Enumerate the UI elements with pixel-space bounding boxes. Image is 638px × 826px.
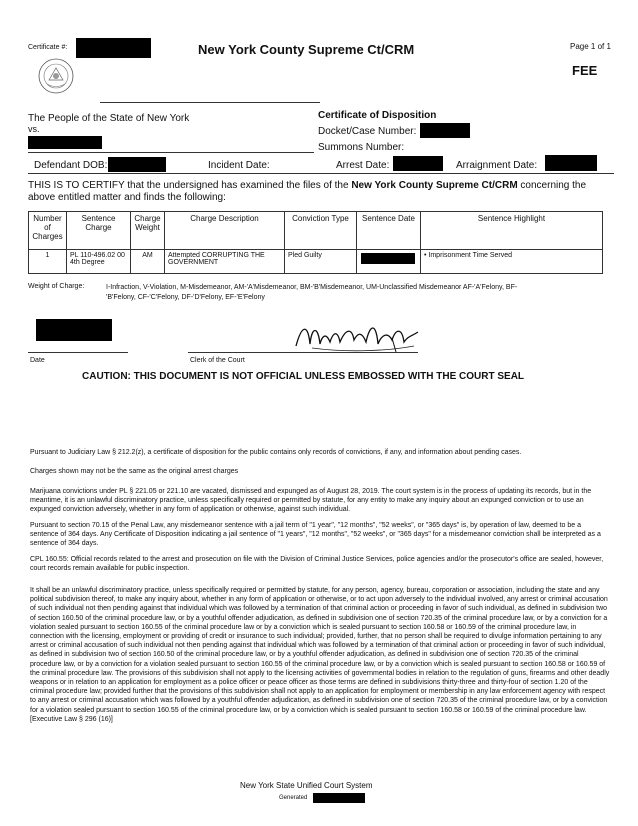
cell-charge-description: Attempted CORRUPTING THE GOVERNMENT: [165, 250, 285, 274]
cell-sentence-date: [357, 250, 421, 274]
redacted-generated-date: [313, 793, 365, 803]
arrest-date-label: Arrest Date:: [336, 160, 390, 171]
notice-paragraph-5: CPL 160.55: Official records related to the arrest and prosecution on file with the Division of Criminal Justice Services, police agencies and/or the prosecutor's office are sealed, however, court records remain available for public inspection.: [30, 556, 604, 573]
redacted-certificate-number: [76, 38, 151, 58]
fee-label: FEE: [572, 63, 598, 78]
notice-paragraph-2: Charges shown may not be the same as the original arrest charges: [30, 468, 239, 475]
certify-court: New York County Supreme Ct/CRM: [351, 180, 518, 191]
redacted-sentence-date: [361, 253, 415, 264]
parties-rule: [28, 152, 314, 153]
col-sentence-highlight: Sentence Highlight: [421, 212, 603, 250]
weight-label: Weight of Charge:: [28, 283, 85, 290]
header-rule: [100, 102, 320, 103]
summons-label: Summons Number:: [318, 142, 405, 153]
clerk-rule: [188, 352, 418, 353]
redacted-date: [36, 319, 112, 341]
col-number: Number of Charges: [29, 212, 67, 250]
col-charge-weight: Charge Weight: [131, 212, 165, 250]
caution-notice: CAUTION: THIS DOCUMENT IS NOT OFFICIAL UNLESS EMBOSSED WITH THE COURT SEAL: [82, 371, 525, 382]
col-charge-description: Charge Description: [165, 212, 285, 250]
redacted-arrest-date: [393, 156, 443, 171]
court-seal-icon: [38, 58, 74, 94]
certify-statement: THIS IS TO CERTIFY that the undersigned has examined the files of the New York County Supreme Ct/CRM concerning the above entitled matter and finds the following:: [28, 180, 587, 203]
disposition-title: Certificate of Disposition: [318, 110, 437, 121]
notice-paragraph-4: Pursuant to section 70.15 of the Penal Law, any misdemeanor sentence with a jail term of "1 year", "12 months", "52 weeks", or "365 days" is, by operation of law, deemed to be a sentence of 364 days. Any Certificate of Disposition indicating a jail sentence of "1 years", "12 months", "52 weeks", or "365 days" for a misdemeanor conviction shall be interpreted as a sentence of 364 days.: [30, 522, 601, 548]
page-number: Page 1 of 1: [570, 42, 611, 51]
clerk-signature: [292, 318, 422, 356]
incident-date-label: Incident Date:: [208, 160, 270, 171]
notice-paragraph-1: Pursuant to Judiciary Law § 212.2(z), a certificate of disposition for the public contains only records of convictions, if any, and information about pending cases.: [30, 449, 522, 456]
cell-sentence-charge: PL 110-496.02 00 4th Degree: [67, 250, 131, 274]
vs-label: vs.: [28, 124, 40, 134]
redacted-arraignment-date: [545, 155, 597, 171]
table-row: [29, 250, 603, 274]
date-label: Date: [30, 357, 45, 364]
col-sentence-date: Sentence Date: [357, 212, 421, 250]
charges-table: [28, 211, 603, 274]
dob-label: Defendant DOB:: [34, 160, 108, 171]
weight-legend: I-Infraction, V-Violation, M-Misdemeanor, AM-'A'Misdemeanor, BM-'B'Misdemeanor, UM-Unclassified Misdemeanor AF-'A'Felony, BF-'B'Felony, CF-'C'Felony, DF-'D'Felony, EF-'E'Felony: [106, 284, 518, 301]
footer-court: New York State Unified Court System: [240, 781, 373, 790]
date-rule: [28, 352, 128, 353]
cell-charge-weight: AM: [131, 250, 165, 274]
arraignment-date-label: Arraignment Date:: [456, 160, 538, 171]
table-header-row: [29, 212, 603, 250]
cell-conviction-type: Pled Guilty: [285, 250, 357, 274]
clerk-label: Clerk of the Court: [190, 357, 245, 364]
redacted-defendant-name: [28, 136, 102, 149]
docket-label: Docket/Case Number:: [318, 126, 417, 137]
notice-paragraph-3: Marijuana convictions under PL § 221.05 or 221.10 are vacated, dismissed and expunged as of August 28, 2019. The court system is in the process of updating its records, but in the meantime, it is an unlawful discriminatory practice, unless specifically required or permitted by statute, for any entity to make any inquiry about an expunged conviction or to use an expunged conviction adversely, whether in any form of application or otherwise, against such individual.: [30, 488, 592, 514]
redacted-docket-number: [420, 123, 470, 138]
page-title: New York County Supreme Ct/CRM: [198, 42, 415, 57]
cell-sentence-highlight: • Imprisonment Time Served: [421, 250, 603, 274]
col-sentence-charge: Sentence Charge: [67, 212, 131, 250]
certificate-number-label: Certificate #:: [28, 44, 68, 51]
col-conviction-type: Conviction Type: [285, 212, 357, 250]
people-label: The People of the State of New York: [28, 113, 190, 124]
redacted-dob: [108, 157, 166, 172]
footer-generated: Generated: [279, 795, 308, 801]
cell-number: 1: [29, 250, 67, 274]
notice-paragraph-6: It shall be an unlawful discriminatory practice, unless specifically required or permitted by statute, for any person, agency, bureau, corporation or association, including the state and any political subdivision thereof, to make any inquiry about, whether in any form of application or otherwise, or to act upon adversely to the individual involved, any arrest or criminal accusation of such individual not then pending against that individual which was followed by a termination of that criminal action or proceeding in favor of such individual, as defined in subdivision two of section 160.50 of the criminal procedure law, or by a youthful offender adjudication, as defined in subdivision one of section 720.35 of the criminal procedure law, or by a conviction for a violation sealed pursuant to section 160.55 of the criminal procedure law or by a conviction which is sealed pursuant to section 160.58 or 160.59 of the criminal procedure law, in connection with the licensing, employment or providing of credit or insurance to such individual; provided, further, that no person shall be required to divulge information pertaining to any arrest or criminal accusation of such individual not then pending against that individual which was followed by a termination of that criminal action or proceeding in favor of such individual, as defined in subdivision two of section 160.50 of the criminal procedure law, or by a youthful offender adjudication, as defined in subdivision one of section 720.35 of the criminal procedure law, or by a conviction for a violation sealed pursuant to section 160.55 of the criminal procedure law, or by a conviction which is sealed pursuant to section 160.58 or 160.59 of the criminal procedure law. The provisions of this subdivision shall not apply to the licensing activities of governmental bodies in relation to the regulation of guns, firearms and other deadly weapons or in relation to an application for employment as a police officer or peace officer as those terms are defined in subdivisions thirty-three and thirty-four of section 1.20 of the criminal procedure law; provided further that the provisions of this subdivision shall not apply to an application for employment or membership in any law enforcement agency with respect to any arrest or criminal accusation which was followed by a youthful offender adjudication, as defined in subdivision one of section 720.35 of the criminal procedure law, or by a conviction for a violation sealed pursuant to section 160.55 of the criminal procedure law, or by a conviction which is sealed pursuant to section 160.58 or 160.59 of the criminal procedure law. [Executive Law § 296 (16)]: [30, 587, 610, 723]
dates-rule: [28, 173, 614, 174]
